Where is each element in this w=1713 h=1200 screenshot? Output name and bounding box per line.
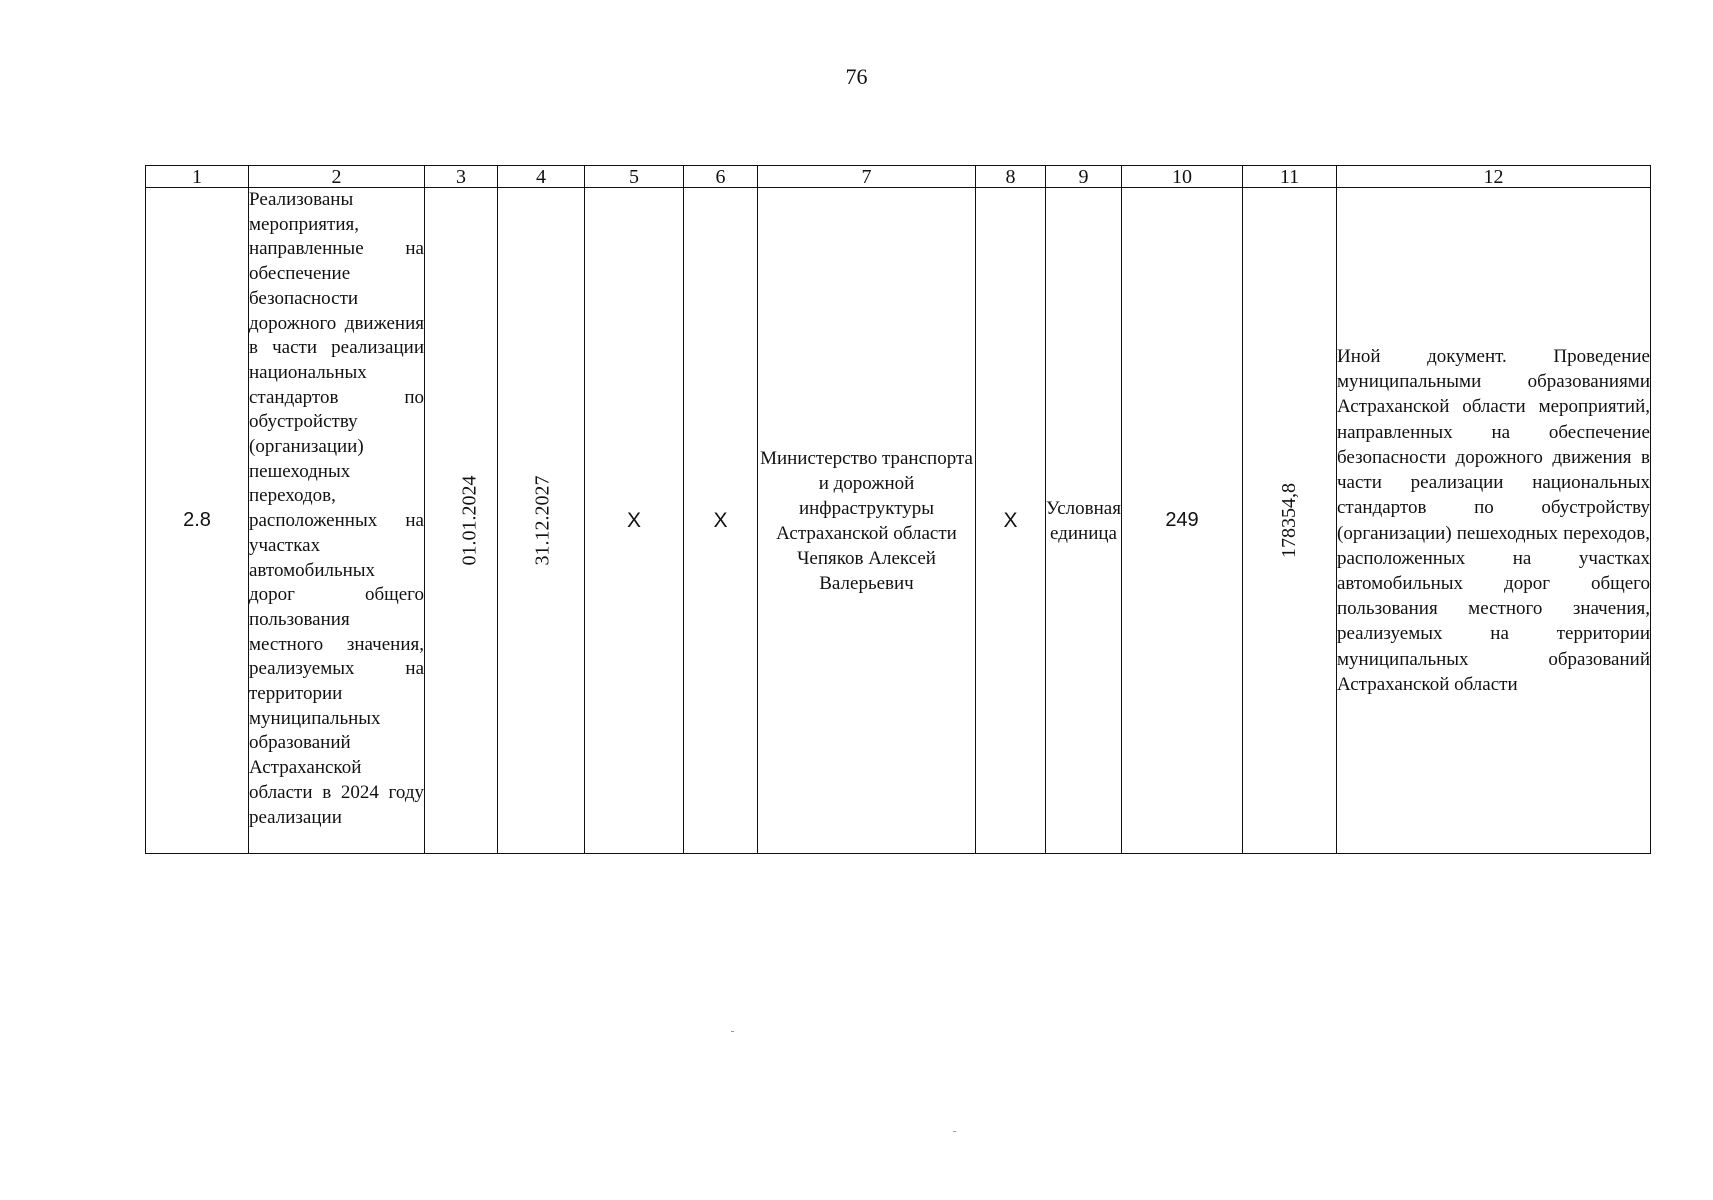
event-description: Реализованы мероприятия, направленные на обеспечение безопасности дорожного движения в части реализации национальных стандартов по обустройству (организации) пешеходных переходов, расположенных на участках автомобильных дорог общего пользования местного значения, реализуемых на территории муниципальных образований Астраханской области в 2024 году реализации xyxy=(249,188,425,854)
scan-speck xyxy=(731,1031,734,1032)
table-row xyxy=(146,188,1651,854)
header-cell: 6 xyxy=(684,166,758,188)
row-number: 2.8 xyxy=(146,188,249,854)
header-cell: 11 xyxy=(1243,166,1337,188)
start-date-cell xyxy=(425,188,498,854)
header-cell: 7 xyxy=(758,166,976,188)
data-table xyxy=(145,165,1651,854)
col6-value: Х xyxy=(684,188,758,854)
scan-speck xyxy=(953,1131,956,1132)
header-cell: 4 xyxy=(498,166,585,188)
header-cell: 12 xyxy=(1337,166,1651,188)
header-cell: 8 xyxy=(976,166,1046,188)
document-description: Иной документ. Проведение муниципальными образованиями Астраханской области мероприятий, направленных на обеспечение безопасности дорожного движения в части реализации национальных стандартов по обустройству (организации) пешеходных переходов, расположенных на участках автомобильных дорог общего пользования местного значения, реализуемых на территории муниципальных образований Астраханской области xyxy=(1337,188,1651,854)
header-cell: 9 xyxy=(1046,166,1122,188)
measure-unit: Условная единица xyxy=(1046,188,1122,854)
end-date: 31.12.2027 xyxy=(531,475,554,566)
col5-value: Х xyxy=(585,188,684,854)
amount-value: 178354,8 xyxy=(1278,483,1300,558)
col8-value: Х xyxy=(976,188,1046,854)
quantity-value: 249 xyxy=(1122,188,1243,854)
end-date-cell xyxy=(498,188,585,854)
amount-cell xyxy=(1243,188,1337,854)
header-row xyxy=(146,166,1651,188)
header-cell: 2 xyxy=(249,166,425,188)
header-cell: 10 xyxy=(1122,166,1243,188)
page-number: 76 xyxy=(845,64,868,89)
responsible-executor: Министерство транспорта и дорожной инфраструктуры Астраханской области Чепяков Алексей Валерьевич xyxy=(758,188,976,854)
header-cell: 1 xyxy=(146,166,249,188)
header-cell: 3 xyxy=(425,166,498,188)
start-date: 01.01.2024 xyxy=(458,475,481,566)
header-cell: 5 xyxy=(585,166,684,188)
